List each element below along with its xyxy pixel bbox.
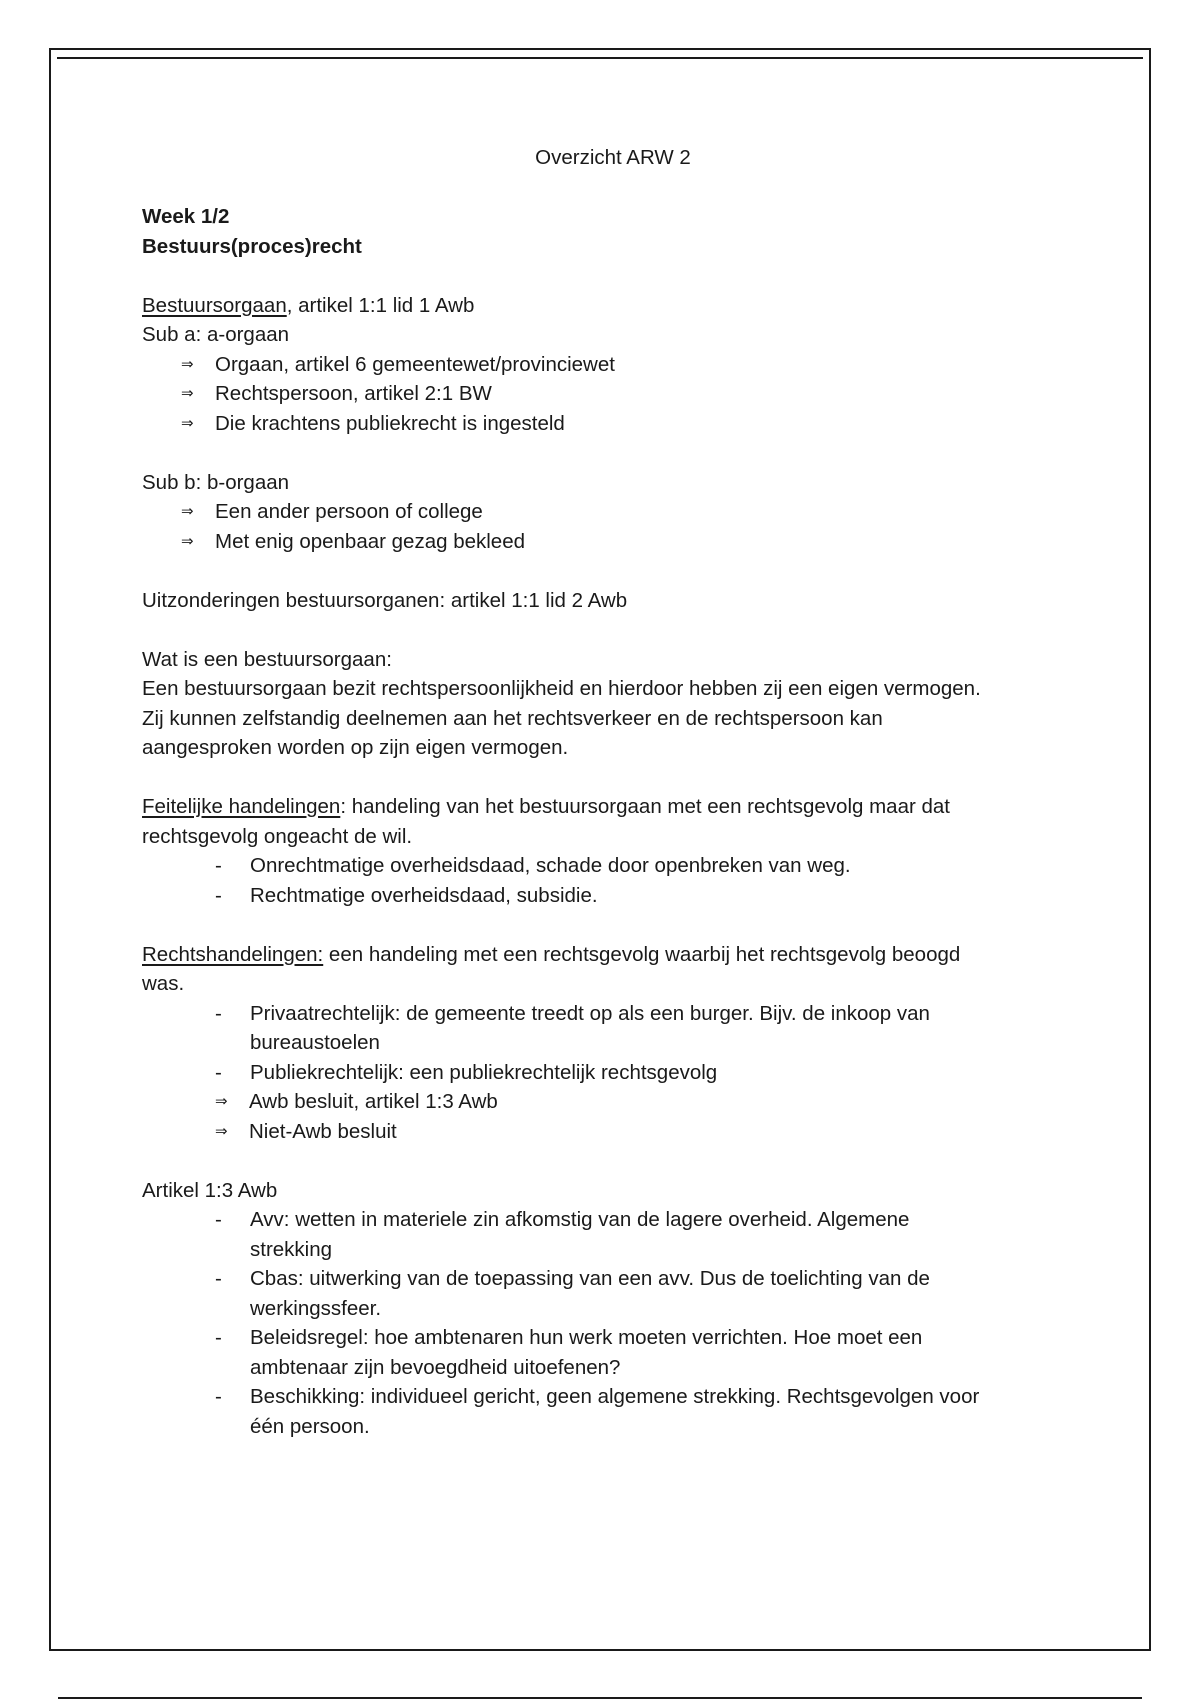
bottom-rule	[58, 1697, 1142, 1699]
list-item: - Beleidsregel: hoe ambtenaren hun werk moeten verrichten. Hoe moet een ambtenaar zijn bevoegdheid uitoefenen?	[215, 1323, 1072, 1382]
list-item: - Onrechtmatige overheidsdaad, schade door openbreken van weg.	[215, 851, 1072, 881]
arrow-icon: ⇒	[181, 531, 194, 550]
bestuursorgaan-rest: , artikel 1:1 lid 1 Awb	[286, 293, 475, 317]
uitzonderingen-line: Uitzonderingen bestuursorganen: artikel 1:1 lid 2 Awb	[142, 588, 628, 612]
list-item: - Beschikking: individueel gericht, geen algemene strekking. Rechtsgevolgen voor één persoon.	[215, 1382, 1072, 1441]
list-item: - Privaatrechtelijk: de gemeente treedt op als een burger. Bijv. de inkoop van bureaustoelen	[215, 999, 1072, 1058]
bestuursorgaan-term: Bestuursorgaan	[142, 293, 287, 317]
feitelijke-list	[142, 851, 1072, 910]
wat-is-line: Zij kunnen zelfstandig deelnemen aan het rechtsverkeer en de rechtspersoon kan	[142, 706, 883, 730]
dash-bullet: -	[215, 1001, 222, 1025]
rechtshandelingen-sub-list	[142, 1087, 1072, 1146]
list-item: ⇒ Rechtspersoon, artikel 2:1 BW	[181, 379, 1072, 409]
sub-b-label: Sub b: b-orgaan	[142, 470, 290, 494]
dash-bullet: -	[215, 854, 222, 877]
arrow-icon: ⇒	[215, 1121, 228, 1140]
rechtshandelingen-line-2: was.	[142, 972, 185, 995]
list-item: ⇒ Niet-Awb besluit	[215, 1117, 1072, 1147]
artikel-13-heading: Artikel 1:3 Awb	[142, 1178, 278, 1202]
arrow-icon: ⇒	[181, 384, 194, 402]
list-item: ⇒ Orgaan, artikel 6 gemeentewet/provinciewet	[181, 350, 1072, 380]
rechtshandelingen-list	[142, 999, 1072, 1088]
wat-is-question: Wat is een bestuursorgaan:	[142, 647, 392, 671]
list-item: - Cbas: uitwerking van de toepassing van een avv. Dus de toelichting van de werkingssfeer.	[215, 1264, 1072, 1323]
feitelijke-line-1: Feitelijke handelingen: handeling van het bestuursorgaan met een rechtsgevolg maar dat	[142, 795, 951, 818]
artikel-13-list	[142, 1205, 1072, 1441]
wat-is-line: aangesproken worden op zijn eigen vermogen.	[142, 736, 569, 759]
list-item: ⇒ Met enig openbaar gezag bekleed	[181, 527, 1072, 557]
list-item: - Publiekrechtelijk: een publiekrechtelijk rechtsgevolg	[215, 1058, 1072, 1088]
feitelijke-term: Feitelijke handelingen	[142, 795, 341, 818]
dash-bullet: -	[215, 1208, 222, 1231]
rechtshandelingen-line-1: Rechtshandelingen: een handeling met een rechtsgevolg waarbij het rechtsgevolg beoogd	[142, 942, 961, 966]
page-border-inner-line	[57, 57, 1143, 59]
arrow-icon: ⇒	[181, 502, 194, 520]
sub-a-label: Sub a: a-orgaan	[142, 323, 290, 346]
bestuursorgaan-line	[142, 291, 1072, 321]
list-item: - Avv: wetten in materiele zin afkomstig van de lagere overheid. Algemene strekking	[215, 1205, 1072, 1264]
arrow-icon: ⇒	[215, 1092, 228, 1110]
list-item: ⇒ Awb besluit, artikel 1:3 Awb	[215, 1087, 1072, 1117]
wat-is-line: Een bestuursorgaan bezit rechtspersoonlijkheid en hierdoor hebben zij een eigen vermogen.	[142, 677, 981, 700]
dash-bullet: -	[215, 1267, 222, 1290]
dash-bullet: -	[215, 1326, 222, 1349]
arrow-icon: ⇒	[181, 354, 194, 373]
sub-b-list	[142, 497, 1072, 556]
document-title: Overzicht ARW 2	[535, 146, 691, 169]
list-item: ⇒ Een ander persoon of college	[181, 497, 1072, 527]
week-heading: Week 1/2	[142, 205, 230, 228]
dash-bullet: -	[215, 883, 222, 907]
topic-heading: Bestuurs(proces)recht	[142, 234, 362, 258]
arrow-icon: ⇒	[181, 413, 194, 432]
list-item: ⇒ Die krachtens publiekrecht is ingesteld	[181, 409, 1072, 439]
dash-bullet: -	[215, 1385, 222, 1408]
sub-a-list	[142, 350, 1072, 439]
rechtshandelingen-term: Rechtshandelingen:	[142, 942, 324, 966]
dash-bullet: -	[215, 1060, 222, 1084]
feitelijke-line-2: rechtsgevolg ongeacht de wil.	[142, 824, 413, 848]
document-body	[142, 143, 1072, 1441]
list-item: - Rechtmatige overheidsdaad, subsidie.	[215, 881, 1072, 911]
